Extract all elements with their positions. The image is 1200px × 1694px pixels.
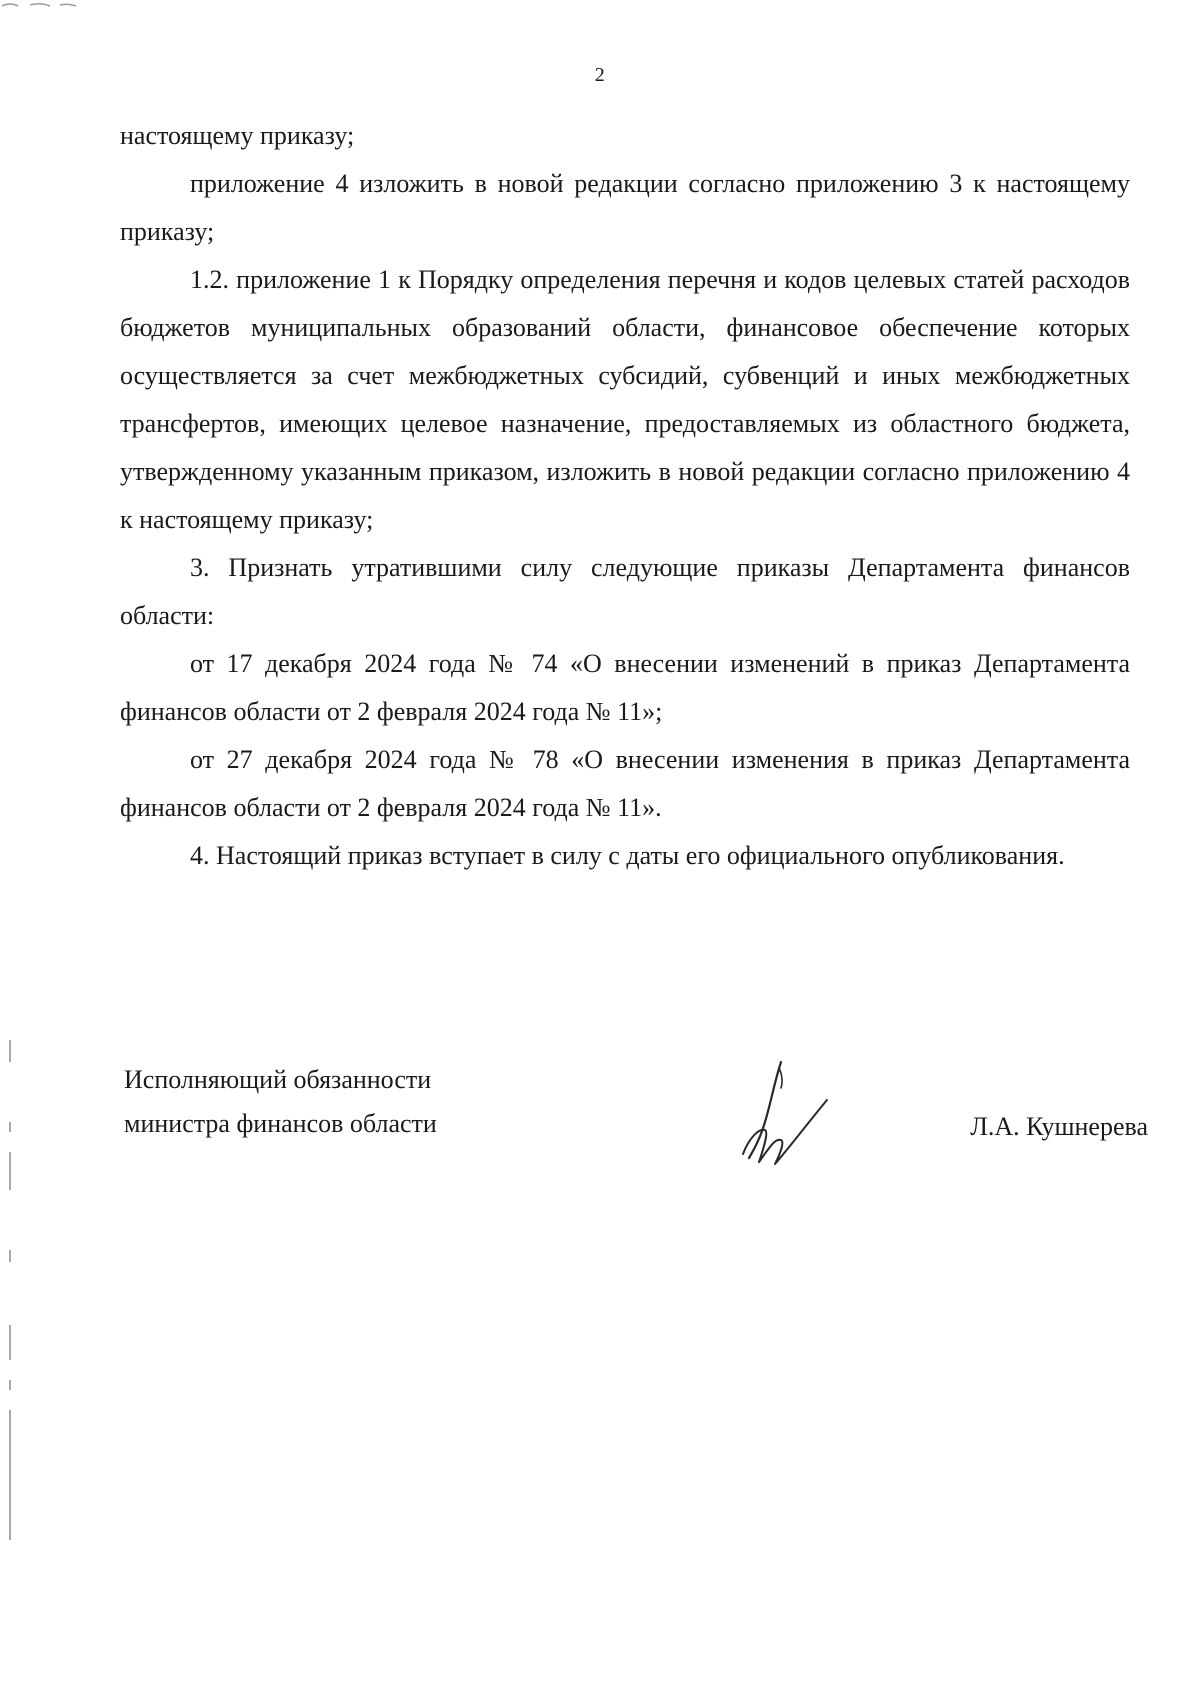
paragraph-continuation: настоящему приказу; [120, 121, 355, 150]
signatory-name: Л.А. Кушнерева [970, 1112, 1148, 1141]
signatory-position [124, 1058, 437, 1146]
paragraph-repeal-order-74: от 17 декабря 2024 года № 74 «О внесении изменений в приказ Департамента финансов области от 2 февраля 2024 года № 11»; [120, 649, 1130, 726]
handwritten-signature-icon [735, 1058, 835, 1178]
paragraph-1-2: 1.2. приложение 1 к Порядку определения перечня и кодов целевых статей расходов бюджетов муниципальных образований области, финансовое обеспечение которых осуществляется за счет межбюджетных субсидий, субвенций и иных межбюджетных трансфертов, имеющих целевое назначение, предоставляемых из областного бюджета, утвержденному указанным приказом, изложить в новой редакции согласно приложению 4 к настоящему приказу; [120, 265, 1130, 534]
document-body [120, 112, 1130, 880]
paragraph-3-repeal: 3. Признать утратившими силу следующие приказы Департамента финансов области: [120, 553, 1130, 630]
paragraph-4-effective: 4. Настоящий приказ вступает в силу с даты его официального опубликования. [190, 841, 1065, 870]
signatory-position-line-1: Исполняющий обязанности [124, 1065, 432, 1094]
page-number: 2 [594, 64, 606, 86]
scan-artifact-margin [8, 1040, 14, 1560]
paragraph-repeal-order-78: от 27 декабря 2024 года № 78 «О внесении изменения в приказ Департамента финансов области от 2 февраля 2024 года № 11». [120, 745, 1130, 822]
signatory-position-line-2: министра финансов области [124, 1109, 437, 1138]
paragraph-appendix-4: приложение 4 изложить в новой редакции согласно приложению 3 к настоящему приказу; [120, 169, 1130, 246]
scan-artifact-top [0, 0, 90, 10]
